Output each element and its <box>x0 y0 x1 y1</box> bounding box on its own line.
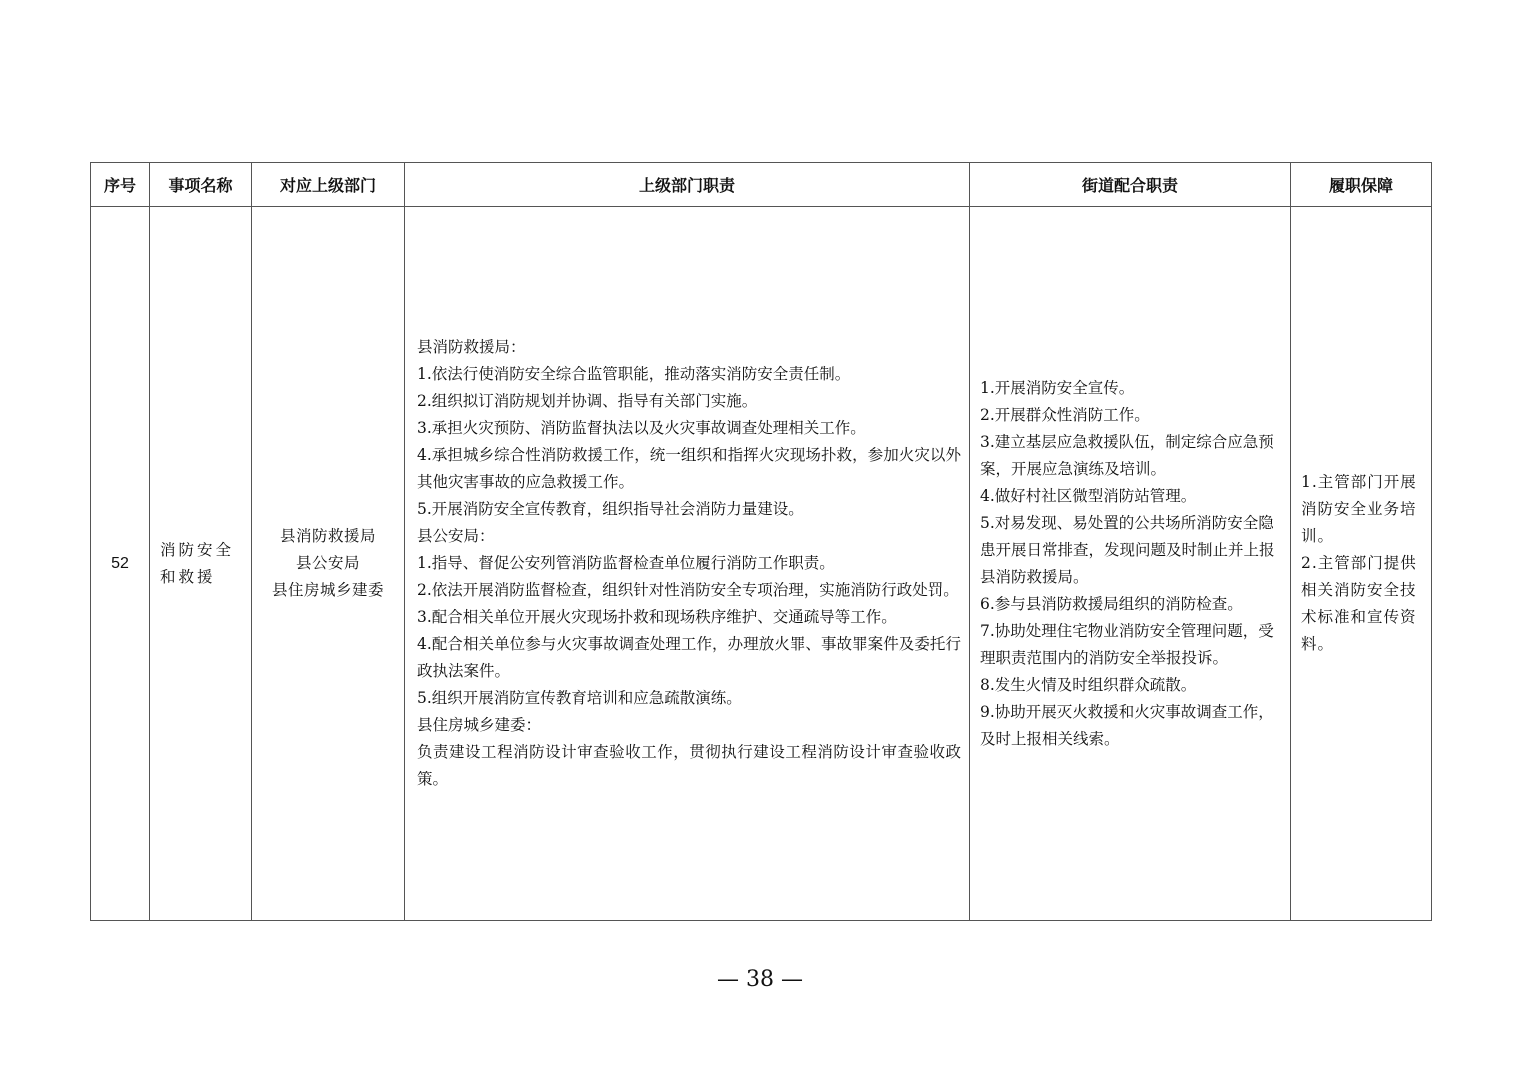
superior-duties-list <box>405 334 969 793</box>
header-guarantee: 履职保障 <box>1291 163 1432 207</box>
header-superior-department: 对应上级部门 <box>252 163 405 207</box>
street-duty-item: 8.发生火情及时组织群众疏散。 <box>980 675 1197 694</box>
page-number: — 38 — <box>717 967 803 992</box>
duty-item: 2.组织拟订消防规划并协调、指导有关部门实施。 <box>417 392 758 410</box>
superior-duties-cell <box>405 207 970 921</box>
duty-item: 4.配合相关单位参与火灾事故调查处理工作，办理放火罪、事故罪案件及委托行政执法案件。 <box>417 635 961 680</box>
street-duty-item: 3.建立基层应急救援队伍，制定综合应急预案，开展应急演练及培训。 <box>980 432 1274 478</box>
header-superior-duties: 上级部门职责 <box>405 163 970 207</box>
header-item-name: 事项名称 <box>150 163 252 207</box>
guarantee-item: 2.主管部门提供相关消防安全技术标准和宣传资料。 <box>1301 554 1417 653</box>
responsibility-table <box>90 162 1432 921</box>
duty-heading-public-security: 县公安局： <box>417 527 495 545</box>
guarantee-list <box>1291 469 1431 658</box>
header-street-duties: 街道配合职责 <box>970 163 1291 207</box>
duty-item: 负责建设工程消防设计审查验收工作，贯彻执行建设工程消防设计审查验收政策。 <box>417 743 961 788</box>
duty-item: 3.承担火灾预防、消防监督执法以及火灾事故调查处理相关工作。 <box>417 419 866 437</box>
department-public-security: 县公安局 <box>295 554 360 572</box>
duty-heading-fire-rescue: 县消防救援局： <box>417 338 526 356</box>
duty-item: 5.开展消防安全宣传教育，组织指导社会消防力量建设。 <box>417 500 804 518</box>
department-fire-rescue: 县消防救援局 <box>279 527 376 545</box>
department-cell <box>252 207 405 921</box>
item-name: 消防安全和救援 <box>160 540 235 586</box>
duty-item: 5.组织开展消防宣传教育培训和应急疏散演练。 <box>417 689 742 707</box>
guarantee-cell <box>1291 207 1432 921</box>
duty-heading-housing-construction: 县住房城乡建委： <box>417 716 542 734</box>
duty-item: 1.依法行使消防安全综合监管职能，推动落实消防安全责任制。 <box>417 365 851 383</box>
table-header-row <box>91 163 1432 207</box>
table-row <box>91 207 1432 921</box>
header-number: 序号 <box>91 163 150 207</box>
street-duty-item: 1.开展消防安全宣传。 <box>980 378 1135 397</box>
duty-item: 1.指导、督促公安列管消防监督检查单位履行消防工作职责。 <box>417 554 835 572</box>
street-duty-item: 5.对易发现、易处置的公共场所消防安全隐患开展日常排查，发现问题及时制止并上报县消防救援局。 <box>980 513 1275 586</box>
department-housing-construction: 县住房城乡建委 <box>271 581 384 599</box>
street-duties-list <box>970 375 1290 753</box>
street-duties-cell <box>970 207 1291 921</box>
duty-item: 3.配合相关单位开展火灾现场扑救和现场秩序维护、交通疏导等工作。 <box>417 608 897 626</box>
street-duty-item: 4.做好村社区微型消防站管理。 <box>980 486 1197 505</box>
street-duty-item: 2.开展群众性消防工作。 <box>980 405 1150 424</box>
duty-item: 4.承担城乡综合性消防救援工作，统一组织和指挥火灾现场扑救，参加火灾以外其他灾害事故的应急救援工作。 <box>417 446 961 491</box>
duty-item: 2.依法开展消防监督检查，组织针对性消防安全专项治理，实施消防行政处罚。 <box>417 581 959 599</box>
street-duty-item: 9.协助开展灭火救援和火灾事故调查工作，及时上报相关线索。 <box>980 702 1274 748</box>
street-duty-item: 7.协助处理住宅物业消防安全管理问题，受理职责范围内的消防安全举报投诉。 <box>980 621 1274 667</box>
row-number: 52 <box>91 207 150 921</box>
street-duty-item: 6.参与县消防救援局组织的消防检查。 <box>980 594 1243 613</box>
item-name-cell <box>150 207 252 921</box>
guarantee-item: 1.主管部门开展消防安全业务培训。 <box>1301 473 1417 545</box>
